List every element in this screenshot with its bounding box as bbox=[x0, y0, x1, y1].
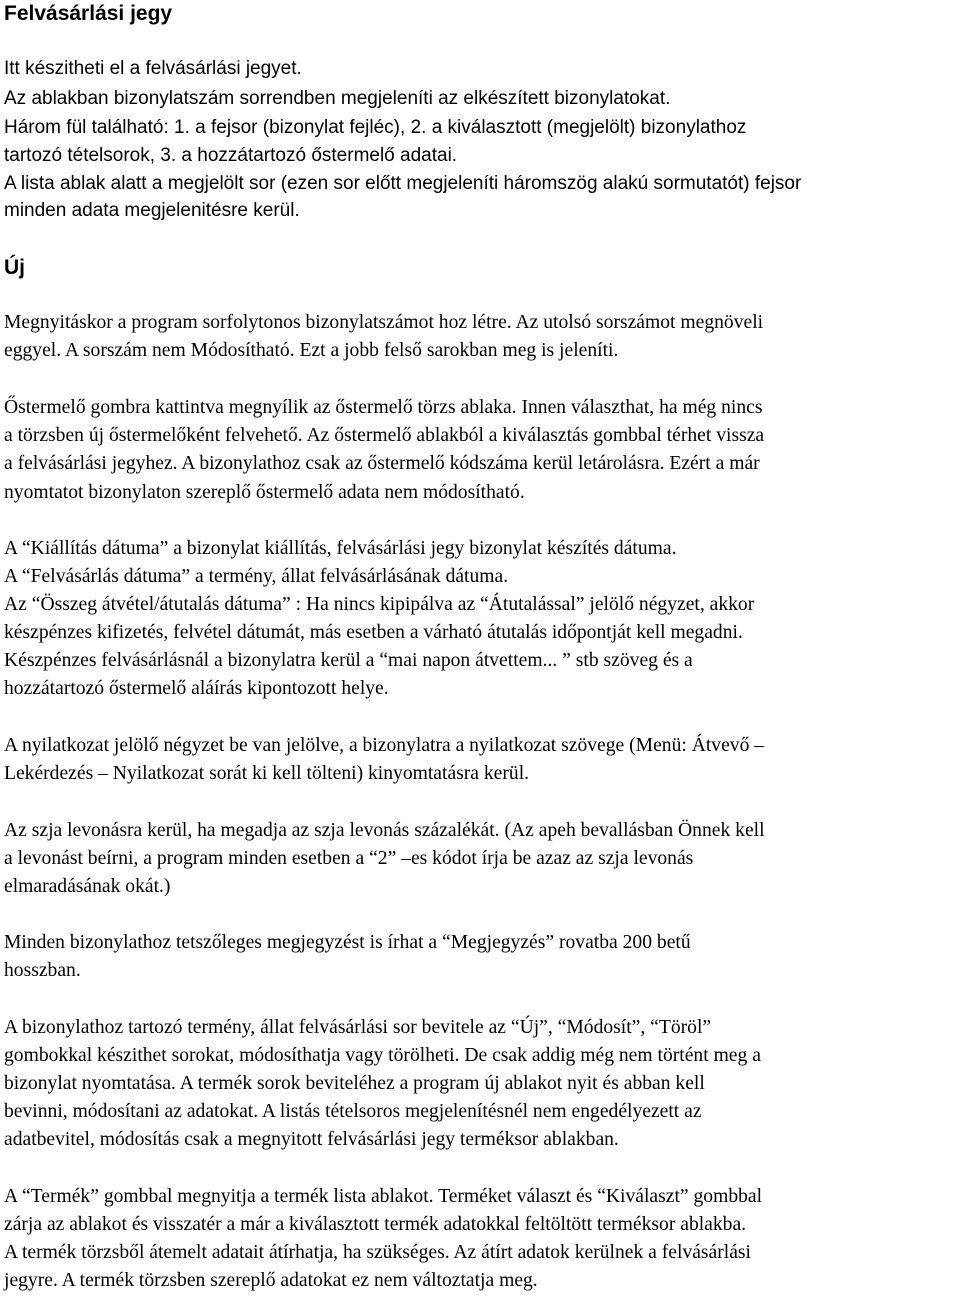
body-line: eggyel. A sorszám nem Módosítható. Ezt a jobb felső sarokban meg is jeleníti. bbox=[4, 340, 619, 361]
body-line: a felvásárlási jegyhez. A bizonylathoz csak az őstermelő kódszáma kerül letárolásra. Ezért a már bbox=[4, 453, 760, 474]
body-line: A “Kiállítás dátuma” a bizonylat kiállítás, felvásárlási jegy bizonylat készítés dátuma. bbox=[4, 538, 677, 559]
body-line: készpénzes kifizetés, felvétel dátumát, más esetben a várható átutalás időpontját kell megadni. bbox=[4, 622, 743, 643]
intro-line: Itt készitheti el a felvásárlási jegyet. bbox=[4, 58, 302, 79]
body-line: A “Termék” gombbal megnyitja a termék lista ablakot. Terméket választ és “Kiválaszt” gombbal bbox=[4, 1186, 763, 1207]
body-line: a törzsben új őstermelőként felvehető. Az őstermelő ablakból a kiválasztás gombbal térhet vissza bbox=[4, 425, 765, 446]
body-line: gombokkal készithet sorokat, módosíthatja vagy törölheti. De csak addig még nem történt meg a bbox=[4, 1045, 761, 1066]
body-line: nyomtatot bizonylaton szereplő őstermelő adata nem módosítható. bbox=[4, 482, 525, 503]
body-line: Őstermelő gombra kattintva megnyílik az őstermelő törzs ablaka. Innen választhat, ha még nincs bbox=[4, 397, 763, 418]
body-line: Megnyitáskor a program sorfolytonos bizonylatszámot hoz létre. Az utolsó sorszámot megnöveli bbox=[4, 312, 764, 333]
body-line: hozzátartozó őstermelő aláírás kipontozott helye. bbox=[4, 678, 389, 699]
body-line: a levonást beírni, a program minden esetben a “2” –es kódot írja be azaz az szja levonás bbox=[4, 848, 694, 869]
body-line: jegyre. A termék törzsben szereplő adatokat ez nem változtatja meg. bbox=[4, 1270, 538, 1291]
intro-line: tartozó tételsorok, 3. a hozzátartozó őstermelő adatai. bbox=[4, 145, 458, 166]
body-line: bizonylat nyomtatása. A termék sorok beviteléhez a program új ablakot nyit és abban kell bbox=[4, 1073, 705, 1094]
body-line: elmaradásának okát.) bbox=[4, 876, 171, 897]
body-line: bevinni, módosítani az adatokat. A listás tételsoros megjelenítésnél nem engedélyezett az bbox=[4, 1101, 702, 1122]
body-line: Minden bizonylathoz tetszőleges megjegyzést is írhat a “Megjegyzés” rovatba 200 betű bbox=[4, 932, 691, 953]
body-line: zárja az ablakot és visszatér a már a kiválasztott termék adatokkal feltöltött terméksor ablakba. bbox=[4, 1214, 747, 1235]
intro-line: A lista ablak alatt a megjelölt sor (ezen sor előtt megjeleníti háromszög alakú sormutatót) fejsor bbox=[4, 173, 802, 194]
body-line: Az “Összeg átvétel/átutalás dátuma” : Ha nincs kipipálva az “Átutalással” jelölő négyzet, akkor bbox=[4, 594, 755, 615]
intro-line: Három fül található: 1. a fejsor (bizonylat fejléc), 2. a kiválasztott (megjelölt) bizonylathoz bbox=[4, 117, 747, 138]
body-line: hosszban. bbox=[4, 960, 81, 981]
body-line: Lekérdezés – Nyilatkozat sorát ki kell tölteni) kinyomtatásra kerül. bbox=[4, 763, 530, 784]
body-line: A nyilatkozat jelölő négyzet be van jelölve, a bizonylatra a nyilatkozat szövege (Menü: Átvevő – bbox=[4, 735, 765, 756]
body-line: A termék törzsből átemelt adatait átírhatja, ha szükséges. Az átírt adatok kerülnek a felvásárlási bbox=[4, 1242, 751, 1263]
body-line: A “Felvásárlás dátuma” a termény, állat felvásárlásának dátuma. bbox=[4, 566, 509, 587]
body-line: A bizonylathoz tartozó termény, állat felvásárlási sor bevitele az “Új”, “Módosít”, “Töröl” bbox=[4, 1017, 712, 1038]
intro-line: Az ablakban bizonylatszám sorrendben megjeleníti az elkészített bizonylatokat. bbox=[4, 88, 671, 109]
body-line: adatbevitel, módosítás csak a megnyitott felvásárlási jegy terméksor ablakban. bbox=[4, 1129, 619, 1150]
body-line: Az szja levonásra kerül, ha megadja az szja levonás százalékát. (Az apeh bevallásban Önnek kell bbox=[4, 820, 765, 841]
body-line: Készpénzes felvásárlásnál a bizonylatra kerül a “mai napon átvettem... ” stb szöveg és a bbox=[4, 650, 693, 671]
section-heading: Új bbox=[4, 256, 25, 279]
intro-line: minden adata megjelenitésre kerül. bbox=[4, 200, 300, 221]
page-title: Felvásárlási jegy bbox=[4, 2, 173, 25]
